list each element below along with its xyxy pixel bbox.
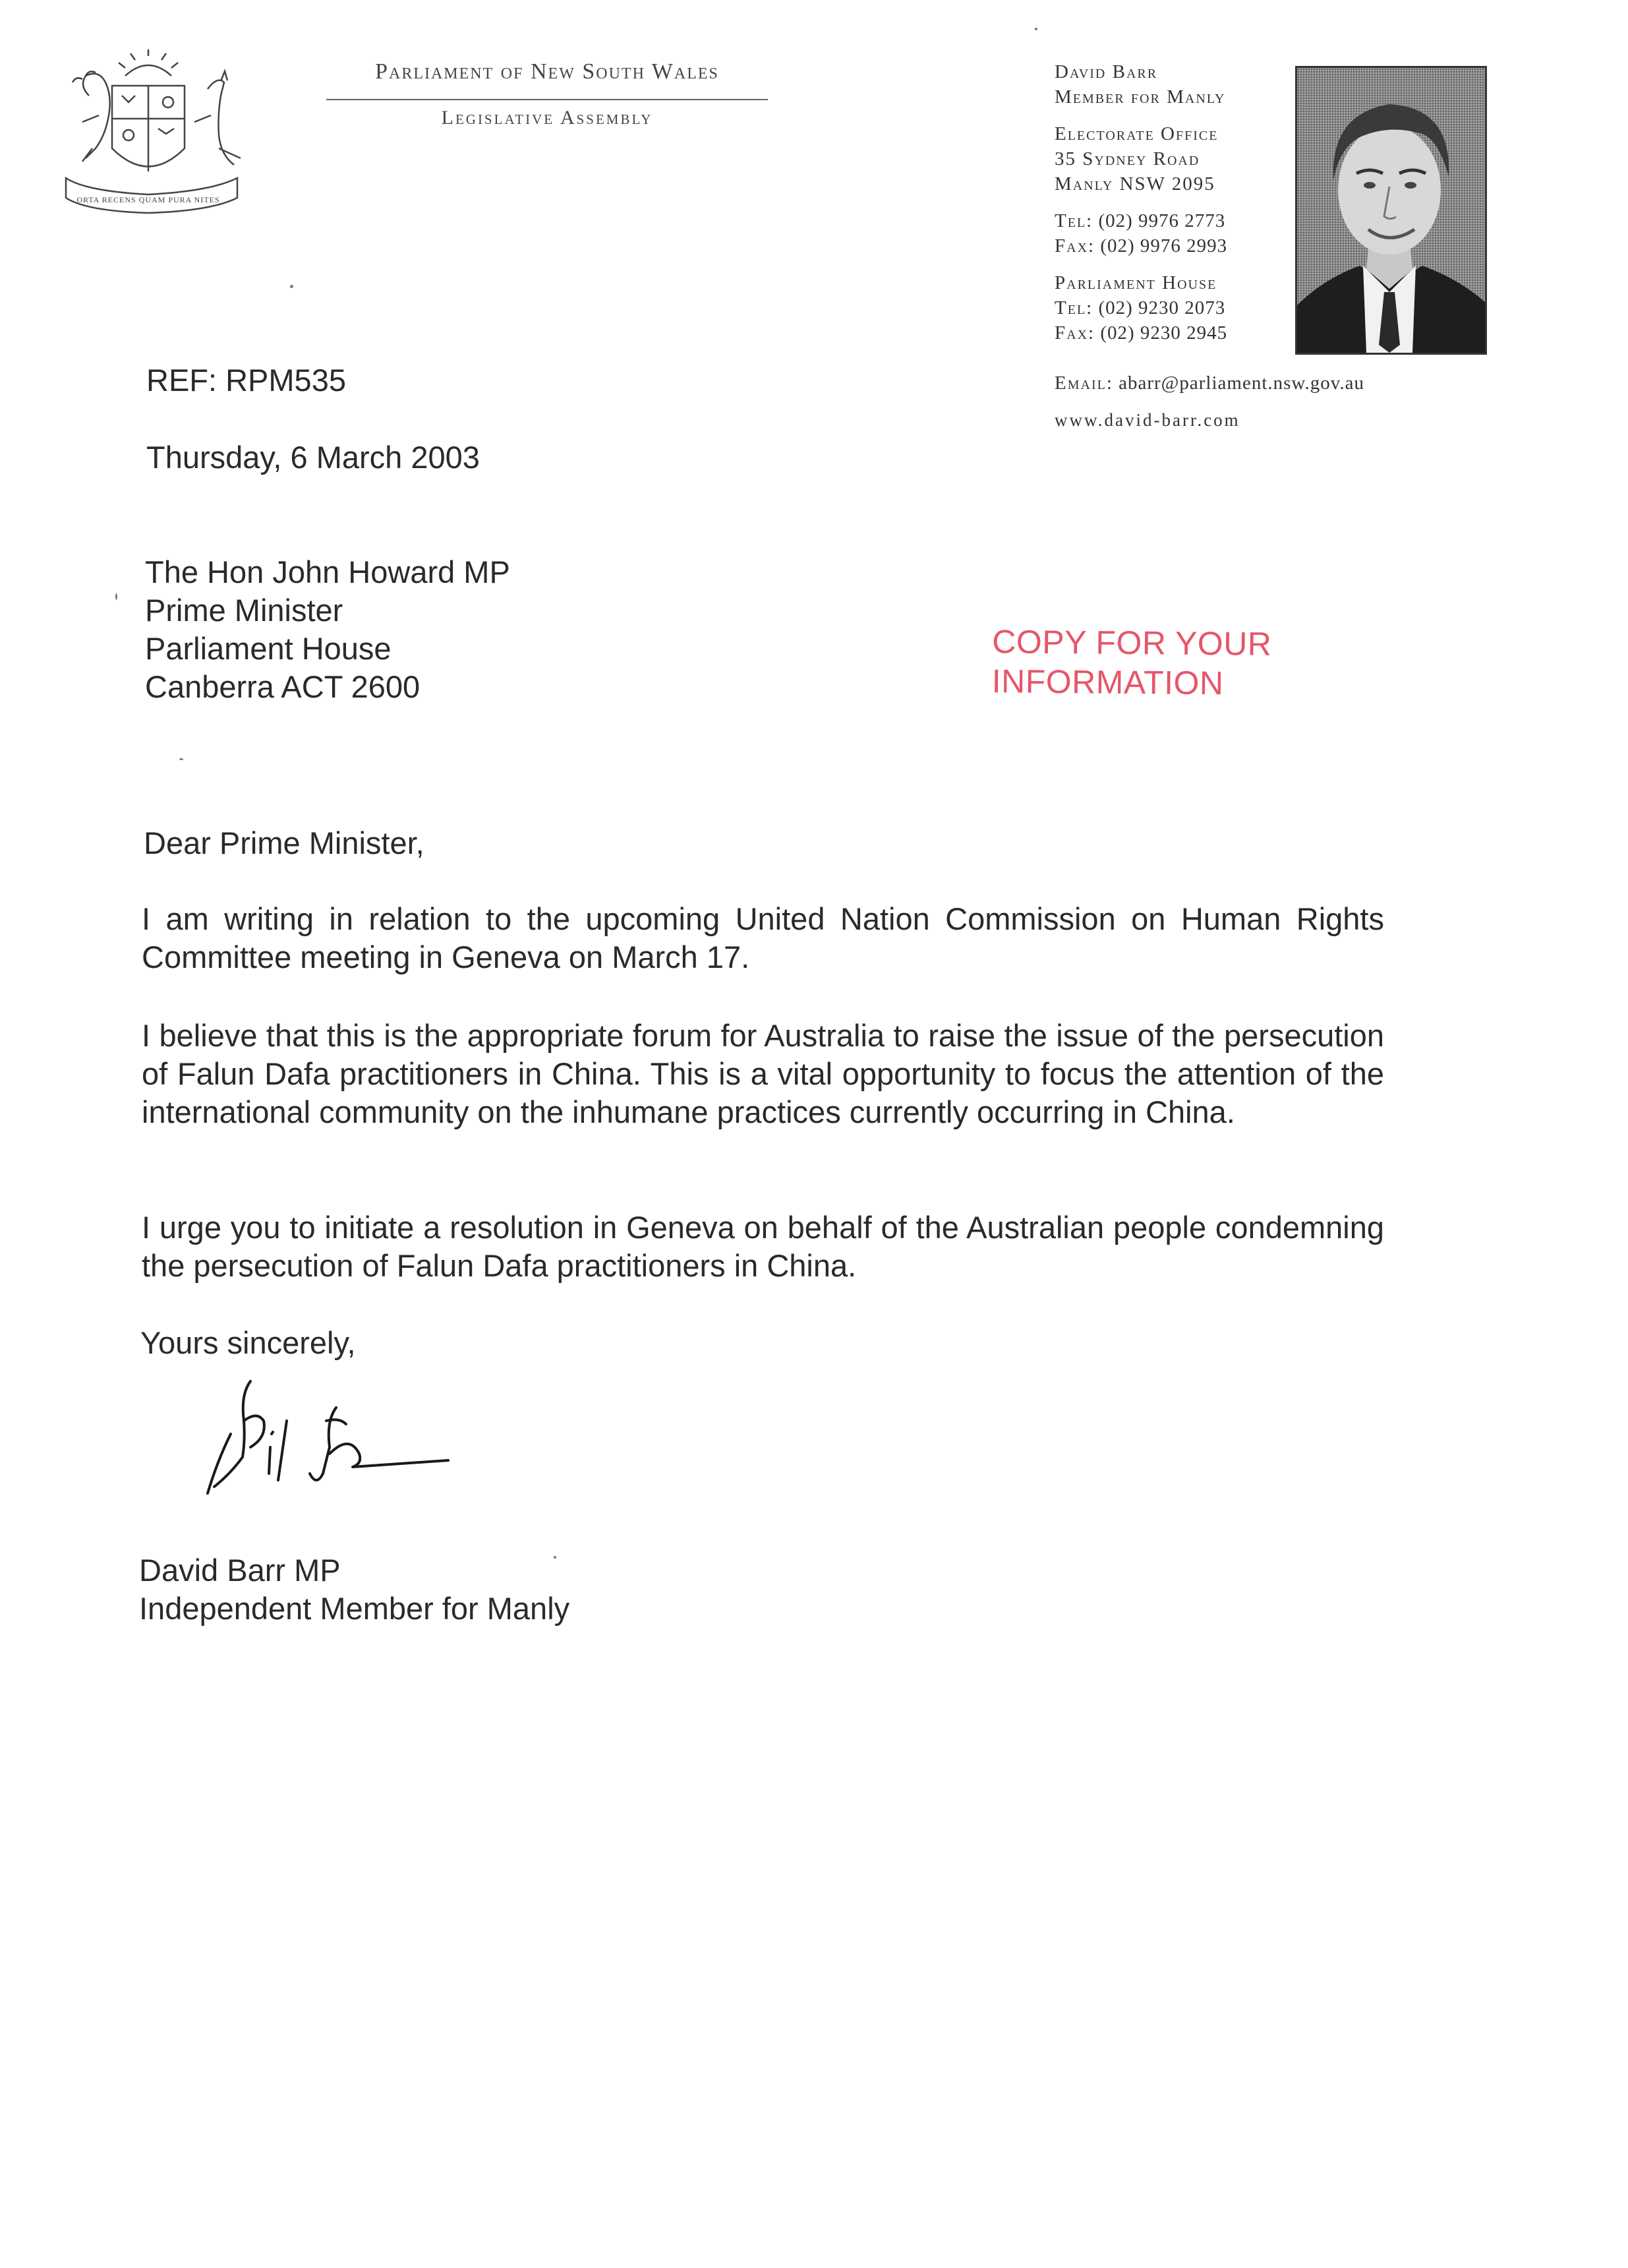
email-line bbox=[1055, 371, 1364, 396]
scan-speck bbox=[179, 758, 183, 760]
email-address[interactable]: abarr@parliament.nsw.gov.au bbox=[1119, 373, 1364, 394]
electorate-office-heading: Electorate Office bbox=[1055, 123, 1219, 144]
recipient-line: The Hon John Howard MP bbox=[145, 554, 510, 589]
salutation: Dear Prime Minister, bbox=[144, 825, 424, 860]
scan-speck bbox=[115, 593, 117, 600]
reference-number: REF: RPM535 bbox=[146, 363, 346, 398]
handwritten-signature bbox=[204, 1375, 455, 1500]
header-divider bbox=[326, 99, 768, 100]
letter-date: Thursday, 6 March 2003 bbox=[146, 440, 480, 475]
parliament-fax: Fax: (02) 9230 2945 bbox=[1055, 322, 1228, 343]
parliament-house-heading: Parliament House bbox=[1055, 272, 1217, 293]
signer-block bbox=[139, 1551, 569, 1628]
electorate-tel: Tel: (02) 9976 2773 bbox=[1055, 210, 1226, 231]
scan-speck bbox=[290, 285, 293, 288]
electorate-address-line1: 35 Sydney Road bbox=[1055, 148, 1200, 169]
svg-text:ORTA RECENS QUAM PURA NITES: ORTA RECENS QUAM PURA NITES bbox=[76, 195, 220, 204]
parliament-title: Parliament of New South Wales bbox=[375, 59, 719, 84]
closing: Yours sincerely, bbox=[140, 1325, 356, 1360]
member-role: Member for Manly bbox=[1055, 86, 1226, 107]
electorate-address-line2: Manly NSW 2095 bbox=[1055, 173, 1215, 194]
parliament-tel: Tel: (02) 9230 2073 bbox=[1055, 297, 1226, 318]
nsw-coat-of-arms-logo bbox=[46, 49, 250, 214]
member-portrait-photo bbox=[1295, 66, 1487, 355]
website-link[interactable]: www.david-barr.com bbox=[1055, 410, 1240, 430]
scan-speck bbox=[554, 1556, 556, 1559]
body-paragraph: I urge you to initiate a resolution in Geneva on behalf of the Australian people condemning the persecution of Falun Dafa practitioners in China. bbox=[142, 1210, 1384, 1283]
member-name: David Barr bbox=[1055, 61, 1158, 82]
scan-speck bbox=[1035, 28, 1037, 30]
body-paragraph: I believe that this is the appropriate forum for Australia to raise the issue of the persecution of Falun Dafa practitioners in China. This is a vital opportunity to focus the attention of the international community on the inhumane practices currently occurring in China. bbox=[142, 1018, 1384, 1129]
signer-title: Independent Member for Manly bbox=[139, 1591, 570, 1626]
legislative-assembly-title: Legislative Assembly bbox=[441, 107, 653, 129]
recipient-line: Prime Minister bbox=[145, 593, 343, 628]
recipient-line: Parliament House bbox=[145, 631, 392, 666]
member-contact-block bbox=[1055, 59, 1292, 345]
email-label: Email: bbox=[1055, 373, 1113, 394]
recipient-line: Canberra ACT 2600 bbox=[145, 669, 421, 704]
body-paragraph: I am writing in relation to the upcoming United Nation Commission on Human Rights Committee meeting in Geneva on March 17. bbox=[142, 901, 1384, 974]
recipient-address bbox=[145, 553, 510, 706]
electorate-fax: Fax: (02) 9976 2993 bbox=[1055, 235, 1228, 256]
copy-for-information-stamp: COPY FOR YOUR INFORMATION bbox=[991, 623, 1272, 702]
signer-name: David Barr MP bbox=[139, 1553, 341, 1588]
